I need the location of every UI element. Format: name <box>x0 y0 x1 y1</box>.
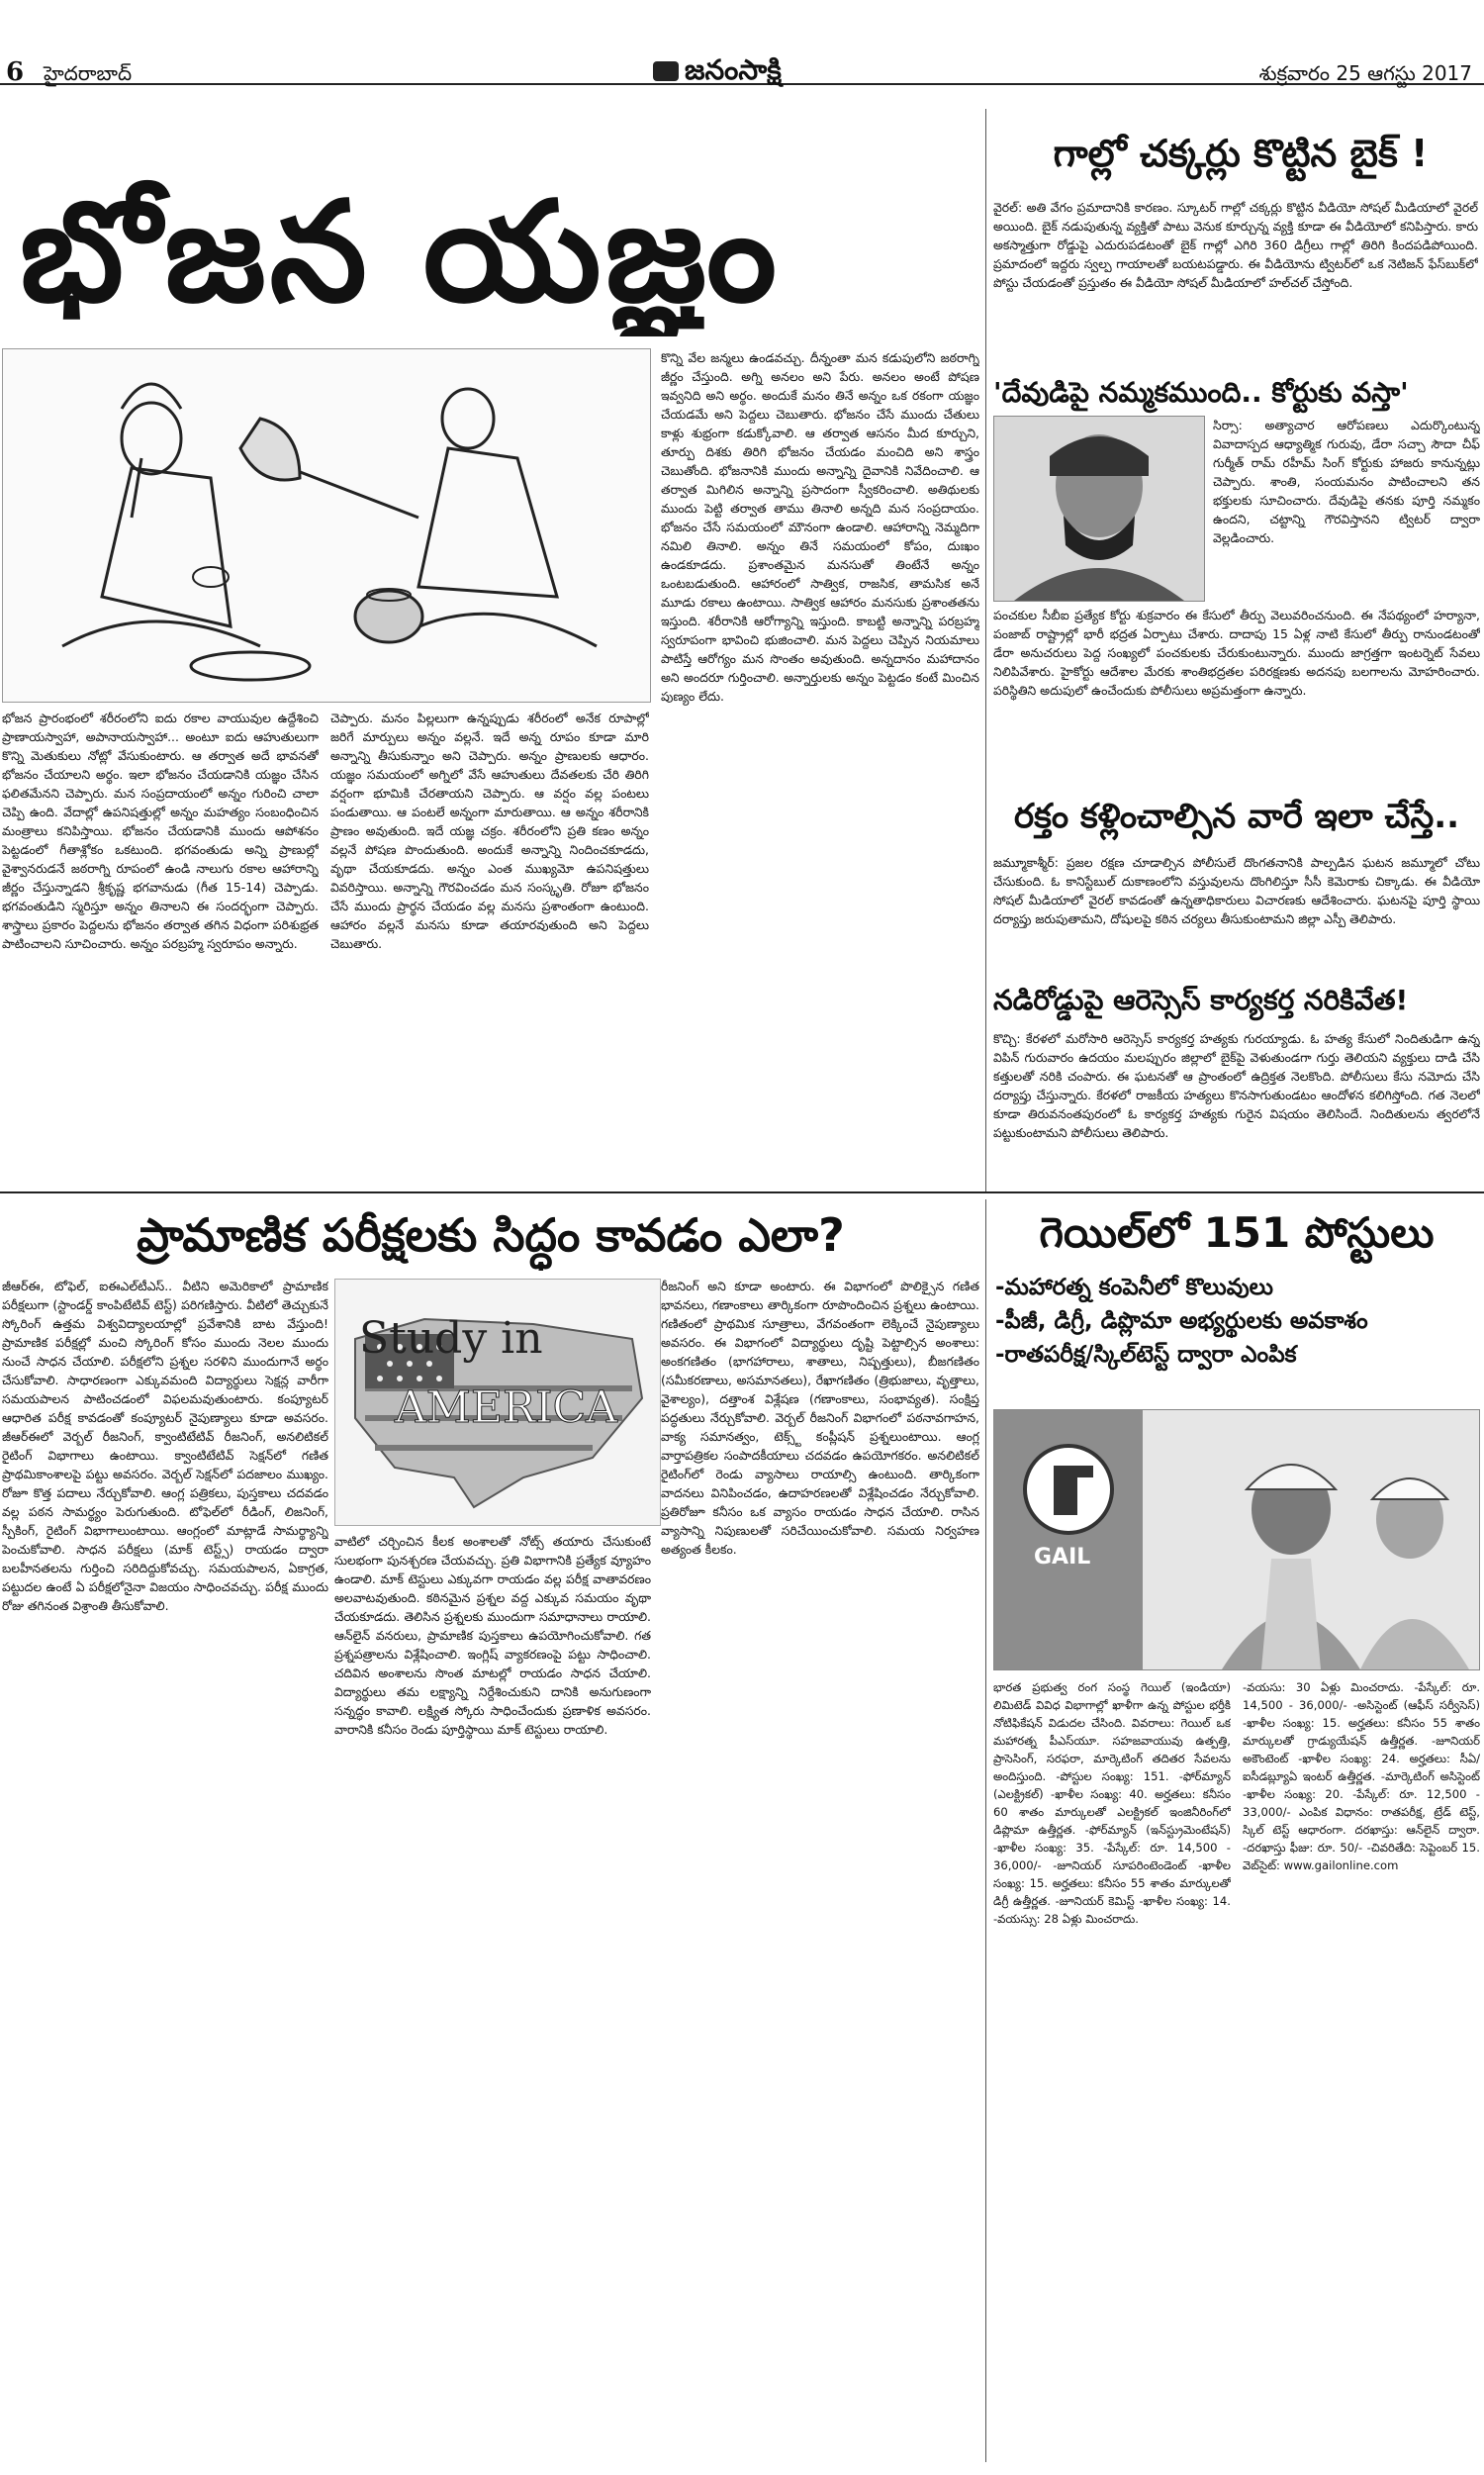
arrest-story-headline: నడిరోడ్డుపై ఆరెస్సెస్ కార్యకర్త నరికివేత! <box>993 984 1409 1016</box>
gail-bullet: -రాతపరీక్ష/స్కిల్‌టెస్ట్ ద్వారా ఎంపిక <box>995 1342 1297 1368</box>
logo-text: జనంసాక్షి <box>685 53 782 86</box>
lead-headline: భోజన యజ్ఞం <box>20 171 781 333</box>
bike-story-body: వైరల్: అతి వేగం ప్రమాదానికి కారణం. స్కూటర్ గాల్లో చక్కర్లు కొట్టిన వీడియో సోషల్ మీడియాలో వైరల్ అయింది. బైక్ నడుపుతున్న వ్యక్తితో పాటు వెనుక కూర్చున్న వ్యక్తి కూడా ఈ వీడియోలో కనిపిస్తారు. కారు అకస్మాత్తుగా రోడ్డుపై ఎదురుపడటంతో బైక్ గాల్లో ఎగిరి 360 డిగ్రీలు గాల్లో తిరిగి కిందపడిపోయింది. ప్రమాదంలో ఇద్దరు స్వల్ప గాయాలతో బయటపడ్డారు. ఈ వీడియోను ట్విటర్‌లో ఒక నెటిజన్ ఫేస్‌బుక్‌లో పోస్టు చేయడంతో ప్రస్తుతం ఈ వీడియో సోషల్ మీడియాలో హల్‌చల్ చేస్తోంది. <box>993 200 1478 290</box>
study-in-america-image <box>334 1279 661 1526</box>
page-number: 6 <box>6 57 25 87</box>
gail-photo <box>993 1409 1480 1670</box>
gail-bullet: -మహారత్న కంపెనీలో కొలువులు <box>995 1275 1273 1300</box>
sages-eating-illustration <box>3 349 650 702</box>
issue-date: శుక్రవారం 25 ఆగస్టు 2017 <box>1258 61 1472 85</box>
exam-column-2: వాటిలో చర్చించిన కీలక అంశాలతో నోట్స్ తయారు చేసుకుంటే సులభంగా పునశ్చరణ చేయవచ్చు. ప్రతి విభాగానికి ప్రత్యేక వ్యూహం ఉండాలి. మాక్ టెస్టులు ఎక్కువగా రాయడం వల్ల పరీక్ష వాతావరణం అలవాటవుతుంది. కఠినమైన ప్రశ్నల వద్ద ఎక్కువ సమయం వృథా చేయకూడదు. తెలిసిన ప్రశ్నలకు ముందుగా సమాధానాలు రాయాలి. ఆన్‌లైన్ వనరులు, ప్రామాణిక పుస్తకాలు ఉపయోగించుకోవాలి. గత ప్రశ్నపత్రాలను విశ్లేషించాలి. ఇంగ్లిష్ వ్యాకరణంపై పట్టు సాధించాలి. చదివిన అంశాలను సొంత మాటల్లో రాయడం సాధన చేయాలి. విద్యార్థులు తమ లక్ష్యాన్ని నిర్దేశించుకుని దానికి అనుగుణంగా సన్నద్ధం కావాలి. లక్ష్యిత స్కోరు సాధించేందుకు ప్రణాళిక అవసరం. వారానికి కనీసం రెండు పూర్తిస్థాయి మాక్ టెస్టులు రాయాలి. <box>334 1534 651 1737</box>
exam-column-3: రీజనింగ్ అని కూడా అంటారు. ఈ విభాగంలో పొలిక్సైన గణిత భావనలు, గణాంకాలు తార్కికంగా రూపొందించిన ప్రశ్నలు ఉంటాయి. గణితంలో ప్రాథమిక సూత్రాలు, వేగవంతంగా లెక్కించే నైపుణ్యాలు అవసరం. ఈ విభాగంలో విద్యార్థులు దృష్టి పెట్టాల్సిన అంశాలు: అంకగణితం (భాగహారాలు, శాతాలు, నిష్పత్తులు), బీజగణితం (సమీకరణాలు, అసమానతలు), రేఖాగణితం (త్రిభుజాలు, వృత్తాలు, వైశాల్యం), దత్తాంశ విశ్లేషణ (గణాంకాలు, సంభావ్యత). సంక్షిప్త పద్ధతులు నేర్చుకోవాలి. వెర్బల్ రీజనింగ్ విభాగంలో పఠనావగాహన, వాక్య సమానత్వం, టెక్స్ట్ కంప్లీషన్ ప్రశ్నలుంటాయి. ఆంగ్ల వార్తాపత్రికల సంపాదకీయాలు చదవడం ఉపయోగకరం. అనలిటికల్ రైటింగ్‌లో రెండు వ్యాసాలు రాయాల్సి ఉంటుంది. తార్కికంగా వాదనలు వినిపించడం, ఉదాహరణలతో విశ్లేషించడం నేర్చుకోవాలి. ప్రతిరోజూ కనీసం ఒక వ్యాసం రాయడం సాధన చేయాలి. రాసిన వ్యాసాన్ని నిపుణులతో సరిచేయించుకోవాలి. సమయ నిర్వహణ అత్యంత కీలకం. <box>661 1279 979 1557</box>
dera-story-body-side: సిర్సా: అత్యాచార ఆరోపణలు ఎదుర్కొంటున్న వివాదాస్పద ఆధ్యాత్మిక గురువు, డేరా సచ్చా సౌదా చీఫ్ గుర్మీత్ రామ్ రహీమ్ సింగ్ కోర్టుకు హాజరు కానున్నట్లు చెప్పారు. శాంతి, సంయమనం పాటించాలని తన భక్తులకు సూచించారు. దేవుడిపై తనకు పూర్తి నమ్మకం ఉందని, చట్టాన్ని గౌరవిస్తానని ట్విటర్ ద్వారా వెల్లడించారు. <box>1213 418 1480 545</box>
section-rule <box>0 1191 1484 1193</box>
gail-bullet: -పీజీ, డిగ్రీ, డిప్లొమా అభ్యర్థులకు అవకాశం <box>995 1308 1368 1334</box>
engineers-photo <box>994 1410 1479 1669</box>
dera-story-body: పంచకుల సీబీఐ ప్రత్యేక కోర్టు శుక్రవారం ఈ కేసులో తీర్పు వెలువరించనుంది. ఈ నేపథ్యంలో హర్యానా, పంజాబ్ రాష్ట్రాల్లో భారీ భద్రత ఏర్పాటు చేశారు. దాదాపు 15 ఏళ్ల నాటి కేసులో తీర్పు రానుండటంతో డేరా అనుచరులు పెద్ద సంఖ్యలో పంచకులకు చేరుకుంటున్నారు. ముందు జాగ్రత్తగా ఇంటర్నెట్ సేవలు నిలిపివేశారు. హైకోర్టు ఆదేశాల మేరకు శాంతిభద్రతల పరిరక్షణకు అదనపు బలగాలను మోహరించారు. పరిస్థితిని అదుపులో ఉంచేందుకు పోలీసులు అప్రమత్తంగా ఉన్నారు. <box>993 608 1480 698</box>
lead-column-2: చెప్పారు. మనం పిల్లలుగా ఉన్నప్పుడు శరీరంలో అనేక రూపాల్లో జరిగే మార్పులు అన్నం వల్లనే. ఇదే అన్న రూపం కూడా మారి అన్నాన్ని తీసుకున్నాం అని చెప్పారు. అన్నం ప్రాణులకు ఆధారం. యజ్ఞం సమయంలో అగ్నిలో వేసే ఆహుతులు దేవతలకు చేరి తిరిగి వర్షంగా భూమికి చేరతాయని చెప్పారు. ఆ వర్షం వల్ల పంటలు పండుతాయి. ఆ పంటలే అన్నంగా మారుతాయి. ఆ అన్నం శరీరానికి ప్రాణం అవుతుంది. ఇదే యజ్ఞ చక్రం. శరీరంలోని ప్రతి కణం అన్నం వల్లనే పోషణ పొందుతుంది. అందుకే అన్నాన్ని నిందించకూడదు, వృథా చేయకూడదు. అన్నం ఎంత ముఖ్యమో ఉపనిషత్తులు వివరిస్తాయి. అన్నాన్ని గౌరవించడం మన సంస్కృతి. రోజూ భోజనం చేసే ముందు ప్రార్థన చేయడం వల్ల మనసు ప్రశాంతంగా ఉంటుంది. ఆహారం వల్లనే మనసు కూడా తయారవుతుంది అని పెద్దలు చెబుతారు. <box>330 711 649 951</box>
column-divider <box>985 109 986 1193</box>
exam-headline: ప్రామాణిక పరీక్షలకు సిద్ధం కావడం ఎలా? <box>137 1208 845 1262</box>
blood-story-headline: రక్తం కళ్లించాల్సిన వారే ఇలా చేస్తే.. <box>1013 797 1460 836</box>
gail-logo-text: GAIL <box>1034 1545 1091 1570</box>
dera-photo <box>993 416 1205 602</box>
column-divider-lower <box>985 1199 986 2462</box>
exam-column-1: జీఆర్ఈ, టోఫెల్, ఐఈఎల్‌టీఎస్.. వీటిని అమెరికాలో ప్రామాణిక పరీక్షలుగా (స్టాండర్డ్ కాంపిటేటివ్ టెస్ట్) పరిగణిస్తారు. వీటిలో తెచ్చుకునే స్కోరింగ్ ఉత్తమ విశ్వవిద్యాలయాల్లో ప్రవేశానికి బాట వేస్తుంది! ప్రామాణిక పరీక్షల్లో మంచి స్కోరింగ్ కోసం ముందు నెలల ముందు నుంచే సాధన చేయాలి. పరీక్షలోని ప్రశ్నల సరళిని ముందుగానే అర్థం చేసుకోవాలి. సాధారణంగా ఎక్కువమంది విద్యార్థులు సెక్షన్ల వారీగా సమయపాలన పాటించడంలో విఫలమవుతుంటారు. కంప్యూటర్ ఆధారిత పరీక్ష కావడంతో కంప్యూటర్ నైపుణ్యాలు కూడా అవసరం. జీఆర్ఈలో వెర్బల్ రీజనింగ్, క్వాంటిటేటివ్ రీజనింగ్, అనలిటికల్ రైటింగ్ విభాగాలు ఉంటాయి. క్వాంటిటేటివ్ సెక్షన్‌లో గణిత ప్రాథమికాంశాలపై పట్టు అవసరం. వెర్బల్ సెక్షన్‌లో పదజాలం ముఖ్యం. రోజూ కొత్త పదాలు నేర్చుకోవాలి. ఆంగ్ల పత్రికలు, పుస్తకాలు చదవడం వల్ల పఠన సామర్థ్యం పెరుగుతుంది. టోఫెల్‌లో రీడింగ్, లిజనింగ్, స్పీకింగ్, రైటింగ్ విభాగాలుంటాయి. ఆంగ్లంలో మాట్లాడే సామర్థ్యాన్ని పెంచుకోవాలి. సాధన పరీక్షలు (మాక్ టెస్ట్స్) రాయడం ద్వారా బలహీనతలను గుర్తించి సరిదిద్దుకోవచ్చు. సమయపాలన, ఏకాగ్రత, పట్టుదల ఉంటే ఏ పరీక్షలోనైనా విజయం సాధించవచ్చు. పరీక్ష ముందు రోజు తగినంత విశ్రాంతి తీసుకోవాలి. <box>2 1279 328 1613</box>
study-image-caption-2: AMERICA <box>395 1382 617 1433</box>
newspaper-logo <box>653 53 782 93</box>
lead-illustration <box>2 348 651 703</box>
arrest-story-body: కొచ్చి: కేరళలో మరోసారి ఆరెస్సెస్ కార్యకర్త హత్యకు గురయ్యాడు. ఓ హత్య కేసులో నిందితుడిగా ఉన్న విపిన్ గురువారం ఉదయం మలప్పురం జిల్లాలో బైక్‌పై వెళుతుండగా గుర్తు తెలియని వ్యక్తులు దాడి చేసి కత్తులతో నరికి చంపారు. ఈ ఘటనతో ఆ ప్రాంతంలో ఉద్రిక్తత నెలకొంది. పోలీసులు కేసు నమోదు చేసి దర్యాప్తు చేస్తున్నారు. కేరళలో రాజకీయ హత్యలు కొనసాగుతుండటం ఆందోళన కలిగిస్తోంది. గత నెలలో కూడా తిరువనంతపురంలో ఓ కార్యకర్త హత్యకు గురైన విషయం తెలిసిందే. నిందితులను త్వరలోనే పట్టుకుంటామని పోలీసులు తెలిపారు. <box>993 1031 1480 1140</box>
gail-bullets <box>995 1271 1480 1403</box>
bike-story-headline: గాల్లో చక్కర్లు కొట్టిన బైక్ ! <box>1053 132 1429 175</box>
gail-column-2: -వయసు: 30 ఏళ్లు మించరాదు. -పేస్కేల్: రూ. 14,500 - 36,000/- -అసిస్టెంట్ (ఆఫీస్ సర్వీసెస్) -ఖాళీల సంఖ్య: 15. అర్హతలు: కనీసం 55 శాతం మార్కులతో గ్రాడ్యుయేషన్ ఉత్తీర్ణత. -జూనియర్ అకౌంటెంట్ -ఖాళీల సంఖ్య: 24. అర్హతలు: సీఏ/ఐసీడబ్ల్యూఏ ఇంటర్ ఉత్తీర్ణత. -మార్కెటింగ్ అసిస్టెంట్ -ఖాళీల సంఖ్య: 20. -పేస్కేల్: రూ. 12,500 - 33,000/- ఎంపిక విధానం: రాతపరీక్ష, ట్రేడ్ టెస్ట్, స్కిల్ టెస్ట్ ఆధారంగా. దరఖాస్తు: ఆన్‌లైన్ ద్వారా. -దరఖాస్తు ఫీజు: రూ. 50/- -చివరితేది: సెప్టెంబర్ 15. వెబ్‌సైట్: www.gailonline.com <box>1243 1680 1480 1872</box>
dera-story-headline: 'దేవుడిపై నమ్మకముంది.. కోర్టుకు వస్తా' <box>993 376 1409 409</box>
lead-column-1: భోజన ప్రారంభంలో శరీరంలోని ఐదు రకాల వాయువుల ఉద్దేశించి ప్రాణాయస్వాహా, అపానాయస్వాహా... అంటూ ఐదు ఆహుతులుగా కొన్ని మెతుకులు నోట్లో వేసుకుంటారు. ఆ తర్వాత అదే భావనతో భోజనం చేయాలని అర్థం. ఇలా భోజనం చేయడానికి యజ్ఞం చేసిన ఫలితమేనని చెప్పారు. మన సంప్రదాయంలో అన్నం గురించి చాలా చెప్పి ఉంది. వేదాల్లో ఉపనిషత్తుల్లో అన్నం మహత్యం సంబంధించిన మంత్రాలు కనిపిస్తాయి. భోజనం చేయడానికి ముందు ఆపోశనం పెట్టడంలో గీతాశ్లోకం ఒకటుంది. భగవంతుడు అన్ని ప్రాణుల్లో వైశ్వానరుడనే జఠరాగ్ని రూపంలో ఉండి నాలుగు రకాల ఆహారాన్ని జీర్ణం చేస్తున్నాడని శ్రీకృష్ణ భగవానుడు (గీత 15-14) చెప్పాడు. భగవంతుడిని స్మరిస్తూ అన్నం తినాలని ఈ సందర్భంగా చెప్పారు. శాస్త్రాలు ప్రకారం పెద్దలను భోజనం తర్వాత తగిన విధంగా పరిశుభ్రత పాటించాలని సూచించారు. అన్నం పరబ్రహ్మ స్వరూపం అన్నారు. <box>2 711 319 951</box>
study-image-caption-1: Study in <box>359 1313 543 1364</box>
blood-story-body: జమ్మూకాశ్మీర్: ప్రజల రక్షణ చూడాల్సిన పోలీసులే దొంగతనానికి పాల్పడిన ఘటన జమ్మూలో చోటు చేసుకుంది. ఓ కానిస్టేబుల్ దుకాణంలోని వస్తువులను దొంగిలిస్తూ సీసీ కెమెరాకు చిక్కాడు. ఈ వీడియో సోషల్ మీడియాలో వైరల్ కావడంతో ఉన్నతాధికారులు విచారణకు ఆదేశించారు. ఘటనపై పూర్తి స్థాయి దర్యాప్తు జరుపుతామని, దోషులపై కఠిన చర్యలు తీసుకుంటామని జిల్లా ఎస్పీ తెలిపారు. <box>993 855 1480 926</box>
lead-column-3: కొన్ని వేల జన్మలు ఉండవచ్చు. దీన్నంతా మన కడుపులోని జఠరాగ్ని జీర్ణం చేస్తుంది. అగ్ని అనలం అని పేరు. అనలం అంటే పోషణ ఇవ్వనిది అని అర్థం. అందుకే మనం తినే అన్నం ఒక రకంగా యజ్ఞం చేయడమే అని పెద్దలు చెబుతారు. భోజనం చేసే ముందు చేతులు కాళ్లు శుభ్రంగా కడుక్కోవాలి. ఆ తర్వాత ఆసనం మీద కూర్చుని, తూర్పు దిశకు తిరిగి భోజనం చేయడం మంచిది అని శాస్త్రం చెబుతోంది. భోజనానికి ముందు అన్నాన్ని దైవానికి నివేదించాలి. ఆ తర్వాత మిగిలిన అన్నాన్ని ప్రసాదంగా స్వీకరించాలి. అతిథులకు ముందు పెట్టి తర్వాత తాము తినాలి అన్నది మన సంప్రదాయం. భోజనం చేసే సమయంలో మౌనంగా ఉండాలి. ఆహారాన్ని నెమ్మదిగా నమిలి తినాలి. అన్నం తినే సమయంలో కోపం, దుఃఖం ఉండకూడదు. ప్రశాంతమైన మనసుతో తింటేనే అన్నం ఒంటబడుతుంది. ఆహారంలో సాత్విక, రాజసిక, తామసిక అనే మూడు రకాలు ఉంటాయి. సాత్విక ఆహారం మనసుకు ప్రశాంతతను ఇస్తుంది. శరీరానికి ఆరోగ్యాన్ని ఇస్తుంది. కాబట్టి అన్నాన్ని పరబ్రహ్మ స్వరూపంగా భావించి భుజించాలి. మన పెద్దలు చెప్పిన నియమాలు పాటిస్తే ఆరోగ్యం మన సొంతం అవుతుంది. అన్నదానం మహాదానం అని అందరూ గుర్తించాలి. అన్నార్తులకు అన్నం పెట్టడం కంటే మించిన పుణ్యం లేదు. <box>661 350 979 704</box>
portrait-image <box>994 417 1204 601</box>
gail-column-1: భారత ప్రభుత్వ రంగ సంస్థ గెయిల్ (ఇండియా) లిమిటెడ్ వివిధ విభాగాల్లో ఖాళీగా ఉన్న పోస్టుల భర్తీకి నోటిఫికేషన్ విడుదల చేసింది. వివరాలు: గెయిల్ ఒక మహారత్న పీఎస్‌యూ. సహజవాయువు ఉత్పత్తి, ప్రాసెసింగ్, సరఫరా, మార్కెటింగ్ తదితర సేవలను అందిస్తుంది. -పోస్టుల సంఖ్య: 151. -ఫోర్‌మ్యాన్ (ఎలక్ట్రికల్) -ఖాళీల సంఖ్య: 40. అర్హతలు: కనీసం 60 శాతం మార్కులతో ఎలక్ట్రికల్ ఇంజినీరింగ్‌లో డిప్లొమా ఉత్తీర్ణత. -ఫోర్‌మ్యాన్ (ఇన్‌స్ట్రుమెంటేషన్) -ఖాళీల సంఖ్య: 35. -పేస్కేల్: రూ. 14,500 - 36,000/- -జూనియర్ సూపరింటెండెంట్ -ఖాళీల సంఖ్య: 15. అర్హతలు: కనీసం 55 శాతం మార్కులతో డిగ్రీ ఉత్తీర్ణత. -జూనియర్ కెమిస్ట్ -ఖాళీల సంఖ్య: 14. -వయస్సు: 28 ఏళ్లు మించరాదు. <box>993 1680 1231 1926</box>
logo-icon <box>653 61 679 81</box>
page-header <box>0 0 1484 85</box>
gail-headline: గెయిల్‌లో 151 పోస్టులు <box>1039 1208 1435 1257</box>
edition-city: హైదరాబాద్ <box>44 61 133 85</box>
